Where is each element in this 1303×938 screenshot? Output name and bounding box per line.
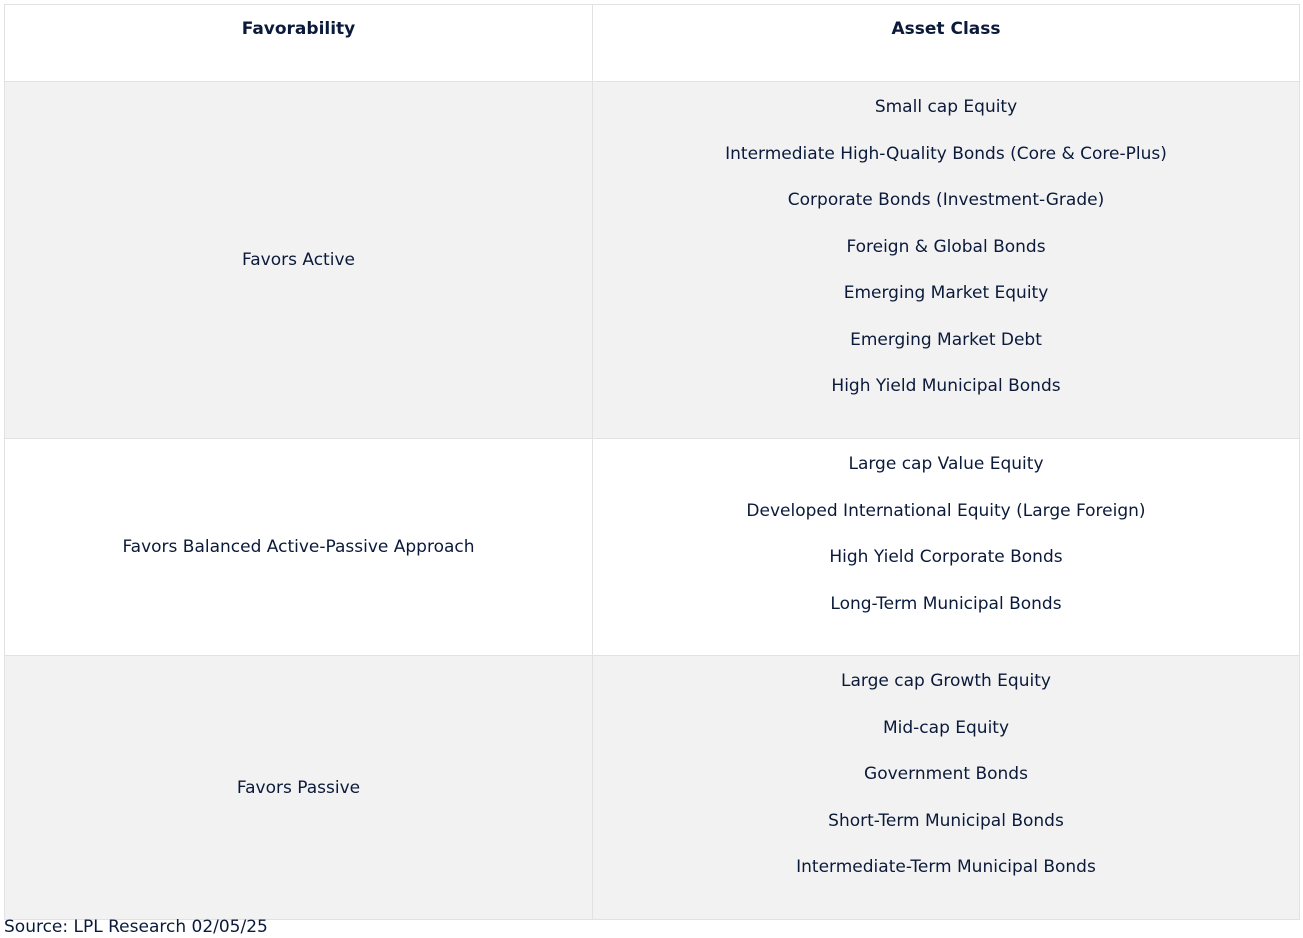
header-favorability: Favorability [5, 5, 593, 81]
asset-item: Developed International Equity (Large Foreign) [746, 500, 1146, 521]
table-row [5, 82, 1299, 439]
asset-item: Mid-cap Equity [882, 717, 1010, 738]
asset-item: Long-Term Municipal Bonds [830, 593, 1062, 614]
asset-item: Corporate Bonds (Investment-Grade) [787, 190, 1105, 210]
asset-item: Intermediate-Term Municipal Bonds [796, 857, 1096, 877]
header-asset-class: Asset Class [891, 19, 1001, 39]
asset-item: High Yield Corporate Bonds [829, 547, 1063, 567]
asset-item: Government Bonds [864, 764, 1028, 784]
favorability-cell: Favors Passive [5, 656, 593, 919]
asset-item: High Yield Municipal Bonds [831, 376, 1061, 396]
table-row [5, 656, 1299, 919]
asset-item: Intermediate High-Quality Bonds (Core & Core-Plus) [725, 143, 1167, 164]
asset-item: Large cap Growth Equity [841, 671, 1051, 691]
favorability-cell: Favors Active [5, 82, 593, 438]
table-row [5, 439, 1299, 656]
asset-item: Foreign & Global Bonds [846, 236, 1046, 257]
asset-item: Small cap Equity [874, 97, 1018, 117]
asset-item: Short-Term Municipal Bonds [828, 810, 1064, 831]
asset-item: Large cap Value Equity [848, 454, 1044, 474]
asset-class-cell [593, 656, 1299, 919]
asset-class-cell [593, 439, 1299, 655]
table-header-row [5, 5, 1299, 82]
asset-class-cell [593, 82, 1299, 438]
asset-item: Emerging Market Debt [850, 329, 1042, 350]
source-note: Source: LPL Research 02/05/25 [4, 917, 268, 937]
favorability-table [4, 4, 1300, 920]
favorability-cell: Favors Balanced Active-Passive Approach [5, 439, 593, 655]
asset-item: Emerging Market Equity [843, 283, 1049, 303]
